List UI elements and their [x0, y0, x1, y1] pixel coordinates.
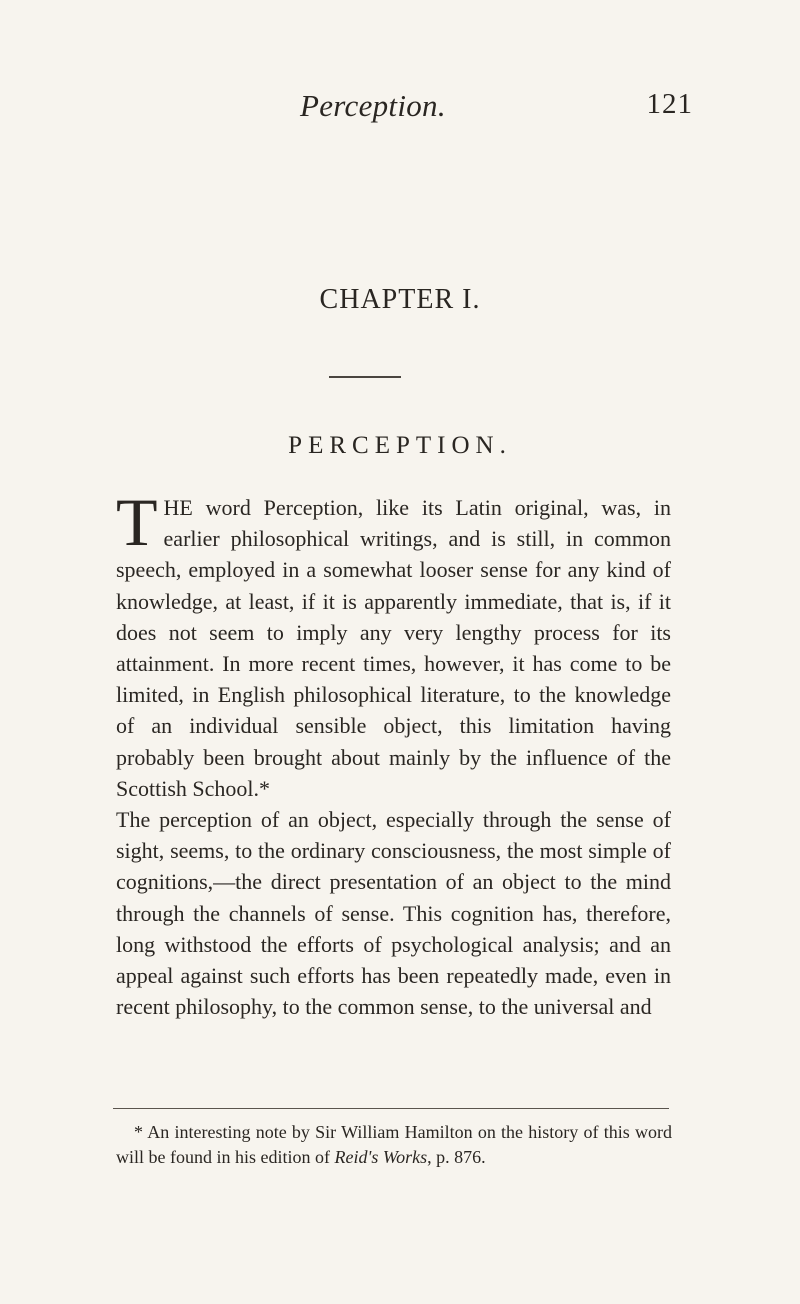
page-number: 121: [646, 88, 693, 120]
running-title: Perception.: [300, 88, 446, 123]
footnote: [116, 1120, 672, 1170]
running-header: [0, 88, 800, 128]
paragraph: The perception of an object, especially through the sense of sight, seems, to the ordinary consciousness, the most simple of cognitions,—the direct presentation of an object to the mind through the channels of sense. This cognition has, therefore, long withstood the efforts of psychological analysis; and an appeal against such efforts has been repeatedly made, even in recent philosophy, to the common sense, to the universal and: [116, 807, 671, 1020]
body-text: [116, 484, 671, 1022]
chapter-divider-rule: [329, 376, 401, 378]
footnote-book-title: Reid's Works: [334, 1147, 428, 1167]
footnote-rule: [113, 1108, 669, 1109]
footnote-text-end: , p. 876.: [427, 1147, 486, 1167]
paragraph: [116, 484, 671, 804]
section-title: PERCEPTION.: [288, 432, 512, 459]
paragraph-text: HE word Perception, like its Latin original, was, in earlier philosophical writings, and is still, in common speech, employed in a somewhat looser sense for any kind of knowledge, at least, if it is apparently immediate, that is, if it does not seem to imply any very lengthy process for its attainment. In more recent times, however, it has come to be limited, in English philosophical literature, to the knowledge of an individual sensible object, this limitation having probably been brought about mainly by the influence of the Scottish School.*: [116, 495, 671, 801]
footnote-text: * An interesting note by Sir William Hamilton on the history of this word will be found in his edition of: [116, 1122, 672, 1167]
drop-cap: T: [116, 484, 158, 560]
chapter-label: CHAPTER I.: [319, 284, 481, 315]
